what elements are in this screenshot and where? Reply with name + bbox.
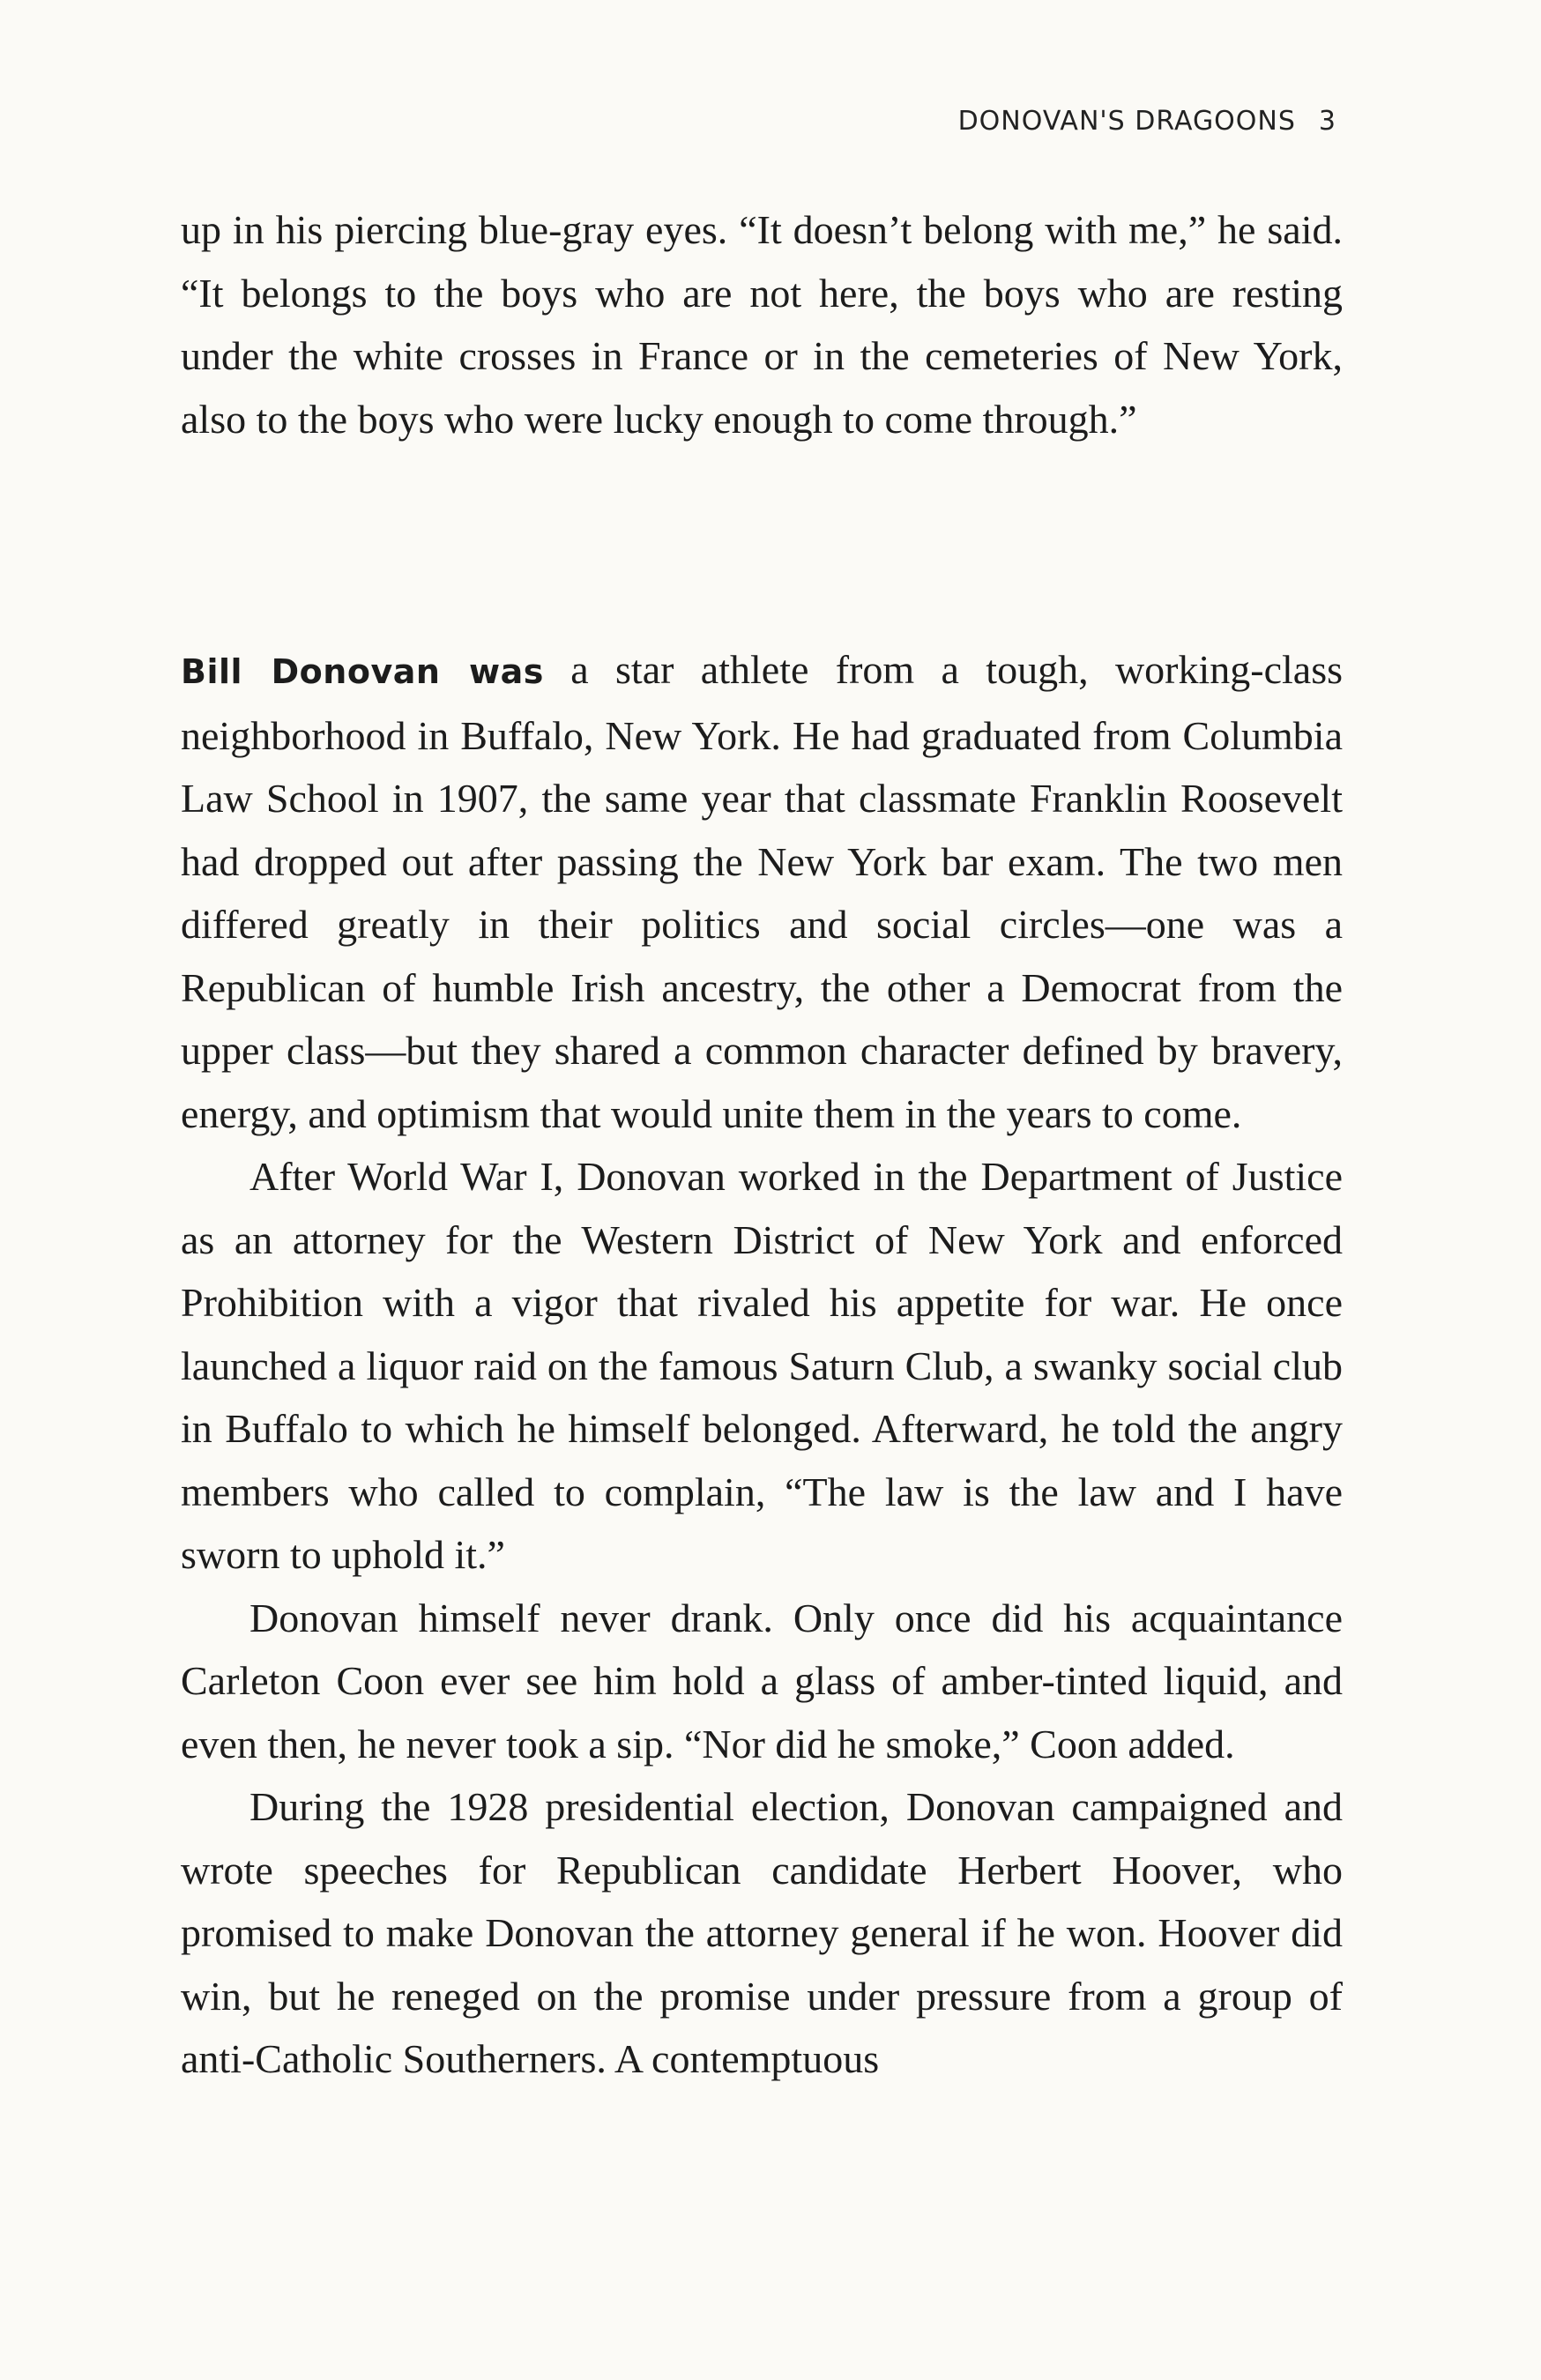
section-paragraph-1: [181, 638, 1343, 1145]
section-text: [181, 638, 1343, 2091]
section-paragraph-1-body: a star athlete from a tough, working-class neighborhood in Buffalo, New York. He had graduated from Columbia Law School in 1907, the same year that classmate Franklin Roosevelt had dropped out after passing the New York bar exam. The two men differed greatly in their politics and social circles—one was a Republican of humble Irish ancestry, the other a Democrat from the upper class—but they shared a common character defined by bravery, energy, and optimism that would unite them in the years to come.: [181, 647, 1344, 1136]
section-paragraph-2: After World War I, Donovan worked in the Department of Justice as an attorney for the Western District of New York and enforced Prohibition with a vigor that rivaled his appetite for war. He once launched a liquor raid on the famous Saturn Club, a swanky social club in Buffalo to which he himself belonged. Afterward, he told the angry members who called to complain, “The law is the law and I have sworn to uphold it.”: [181, 1154, 1343, 1577]
opening-text: [181, 198, 1343, 450]
section-paragraph-4: During the 1928 presidential election, Donovan campaigned and wrote speeches for Republican candidate Herbert Hoover, who promised to make Donovan the attorney general if he won. Hoover did win, but he reneged on the promise under pressure from a group of anti-Catholic Southerners. A contemptuous: [181, 1784, 1343, 2081]
page-number: 3: [1318, 106, 1336, 137]
section-paragraph-3: Donovan himself never drank. Only once did his acquaintance Carleton Coon ever see him hold a glass of amber-tinted liquid, and even then, he never took a sip. “Nor did he smoke,” Coon added.: [181, 1595, 1343, 1766]
running-head: [958, 106, 1336, 137]
running-head-title: DONOVAN'S DRAGOONS: [957, 106, 1296, 137]
opening-paragraph: up in his piercing blue-gray eyes. “It doesn’t belong with me,” he said. “It belongs to the boys who are not here, the boys who are resting under the white crosses in France or in the cemeteries of New York, also to the boys who were lucky enough to come through.”: [181, 207, 1343, 442]
section-lead-in: Bill Donovan was: [181, 652, 544, 691]
